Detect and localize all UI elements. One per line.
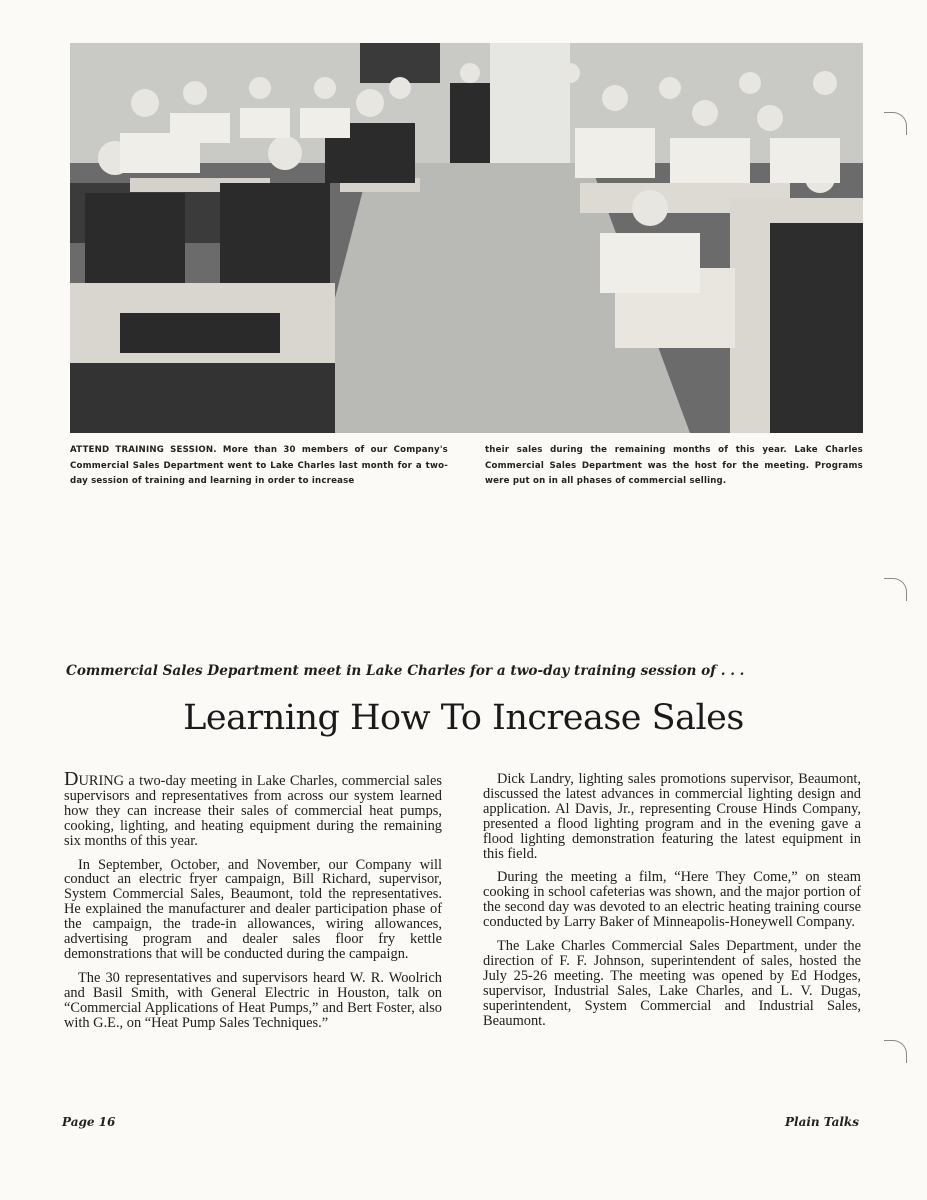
photo-illustration: [70, 43, 863, 433]
article-paragraph-1: [64, 768, 442, 849]
photo-caption-left: [70, 443, 448, 490]
binder-hole-mark: [884, 1040, 907, 1063]
caption-left-text: More than 30 members of our Company's Commercial Sales Department went to Lake Charles last month for a two-day session of training and learning in order to increase: [70, 445, 448, 486]
binder-hole-mark: [884, 112, 907, 135]
paragraph-1-text: URING a two-day meeting in Lake Charles, commercial sales supervisors and representatives from across our system learned how they can increase their sales of commercial heat pumps, cooking, lighting, and heating equipment during the remaining six months of this year.: [64, 773, 442, 849]
binder-hole-mark: [884, 578, 907, 601]
article-headline: Learning How To Increase Sales: [183, 698, 744, 738]
article-paragraph-6: The Lake Charles Commercial Sales Department, under the direction of F. F. Johnson, superintendent of sales, hosted the July 25-26 meeting. The meeting was opened by Ed Hodges, supervisor, Industrial Sales, Lake Charles, and L. V. Dugas, superintendent, System Commercial and Industrial Sales, Beaumont.: [483, 938, 861, 1029]
article-paragraph-2: In September, October, and November, our Company will conduct an electric fryer campaign, Bill Richard, supervisor, System Commercial Sales, Beaumont, told the representatives. He explained the manufacturer and dealer participation phase of the campaign, the trade-in allowances, wiring allowances, advertising program and dealer sales floor fry kettle demonstrations that will be conducted during the campaign.: [64, 856, 442, 962]
article-paragraph-3: The 30 representatives and supervisors heard W. R. Woolrich and Basil Smith, with General Electric in Houston, talk on “Commercial Applications of Heat Pumps,” and Bert Foster, also with G.E., on “Heat Pump Sales Techniques.”: [64, 969, 442, 1031]
training-session-photo: [70, 43, 863, 433]
article-column-right: [483, 772, 861, 1038]
article-kicker: Commercial Sales Department meet in Lake Charles for a two-day training session of . . .: [66, 663, 745, 679]
article-column-left: [64, 768, 442, 1040]
page-number: Page 16: [62, 1115, 116, 1129]
caption-lead: ATTEND TRAINING SESSION.: [70, 445, 217, 455]
drop-cap: D: [64, 768, 79, 790]
publication-name: Plain Talks: [784, 1115, 859, 1129]
article-paragraph-5: During the meeting a film, “Here They Come,” on steam cooking in school cafeterias was shown, and the major portion of the second day was devoted to an electric heating training course conducted by Larry Baker of Minneapolis-Honeywell Company.: [483, 869, 861, 931]
article-paragraph-4: Dick Landry, lighting sales promotions supervisor, Beaumont, discussed the latest advances in commercial lighting design and application. Al Davis, Jr., representing Crouse Hinds Company, presented a flood lighting program and in the evening gave a flood lighting demonstration featuring the latest equipment in this field.: [483, 771, 861, 862]
photo-caption-right: their sales during the remaining months of this year. Lake Charles Commercial Sales Department was the host for the meeting. Programs were put on in all phases of commercial selling.: [485, 445, 863, 486]
